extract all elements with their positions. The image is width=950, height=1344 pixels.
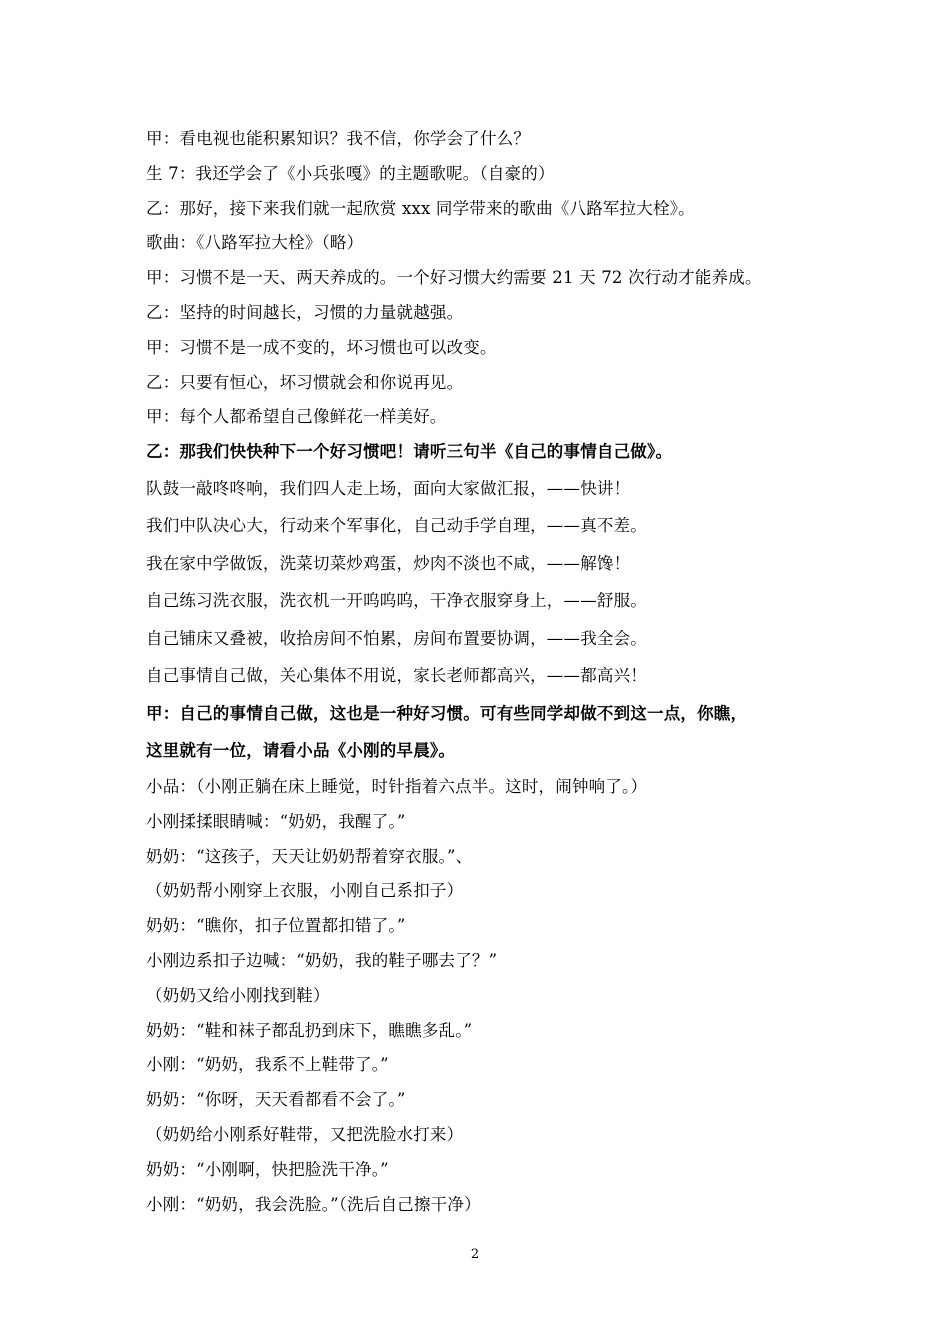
text-line: 小刚：“奶奶，我会洗脸。”（洗后自己擦干净） (146, 1194, 481, 1214)
text-line: （奶奶又给小刚找到鞋） (146, 985, 330, 1005)
text-line: 甲：习惯不是一天、两天养成的。一个好习惯大约需要 21 天 72 次行动才能养成。 (146, 268, 762, 288)
text-line: 甲：自己的事情自己做，这也是一种好习惯。可有些同学却做不到这一点，你瞧， (146, 703, 748, 723)
text-line: 自己铺床又叠被，收拾房间不怕累，房间布置要协调，——我全会。 (146, 628, 647, 648)
text-line: 奶奶：“小刚啊，快把脸洗干净。” (146, 1159, 389, 1179)
page-number: 2 (470, 1247, 480, 1262)
text-line: 小刚边系扣子边喊：“奶奶，我的鞋子哪去了？” (146, 950, 498, 970)
text-line: 乙：那我们快快种下一个好习惯吧！请听三句半《自己的事情自己做》。 (146, 442, 673, 462)
text-line: 乙：只要有恒心，坏习惯就会和你说再见。 (146, 372, 464, 392)
text-line: 奶奶：“鞋和袜子都乱扔到床下，瞧瞧多乱。” (146, 1020, 473, 1040)
text-line: 乙：那好，接下来我们就一起欣赏 xxx 同学带来的歌曲《八路军拉大栓》。 (146, 198, 695, 218)
text-line: 甲：习惯不是一成不变的，坏习惯也可以改变。 (146, 337, 497, 357)
text-line: （奶奶给小刚系好鞋带，又把洗脸水打来） (146, 1124, 464, 1144)
text-line: 小刚：“奶奶，我系不上鞋带了。” (146, 1055, 389, 1075)
text-line: 甲：看电视也能积累知识？我不信，你学会了什么？ (146, 129, 531, 148)
text-line: 奶奶：“你呀，天天看都看不会了。” (146, 1090, 406, 1110)
text-line: 乙：坚持的时间越长，习惯的力量就越强。 (146, 302, 464, 322)
text-line: 我在家中学做饭，洗菜切菜炒鸡蛋，炒肉不淡也不咸，——解馋！ (146, 553, 631, 573)
text-line: 甲：每个人都希望自己像鲜花一样美好。 (146, 407, 447, 427)
text-line: 这里就有一位，请看小品《小刚的早晨》。 (146, 741, 456, 761)
text-line: 小刚揉揉眼睛喊：“奶奶，我醒了。” (146, 811, 406, 831)
text-line: 奶奶：“瞧你，扣子位置都扣错了。” (146, 916, 406, 936)
text-line: 自己练习洗衣服，洗衣机一开呜呜呜，干净衣服穿身上，——舒服。 (146, 591, 647, 611)
text-line: 生 7：我还学会了《小兵张嘎》的主题歌呢。（自豪的） (146, 163, 555, 183)
text-line: （奶奶帮小刚穿上衣服，小刚自己系扣子） (146, 881, 464, 901)
text-line: 小品：（小刚正躺在床上睡觉，时针指着六点半。这时，闹钟响了。） (146, 776, 648, 796)
text-line: 自己事情自己做，关心集体不用说，家长老师都高兴，——都高兴！ (146, 666, 647, 686)
text-line: 歌曲：《八路军拉大栓》（略） (146, 233, 364, 253)
text-line: 队鼓一敲咚咚响，我们四人走上场，面向大家做汇报，——快讲！ (146, 478, 631, 498)
text-line: 我们中队决心大，行动来个军事化，自己动手学自理，——真不差。 (146, 516, 647, 536)
text-line: 奶奶：“这孩子，天天让奶奶帮着穿衣服。”、 (146, 846, 473, 866)
document-body (146, 122, 846, 1222)
